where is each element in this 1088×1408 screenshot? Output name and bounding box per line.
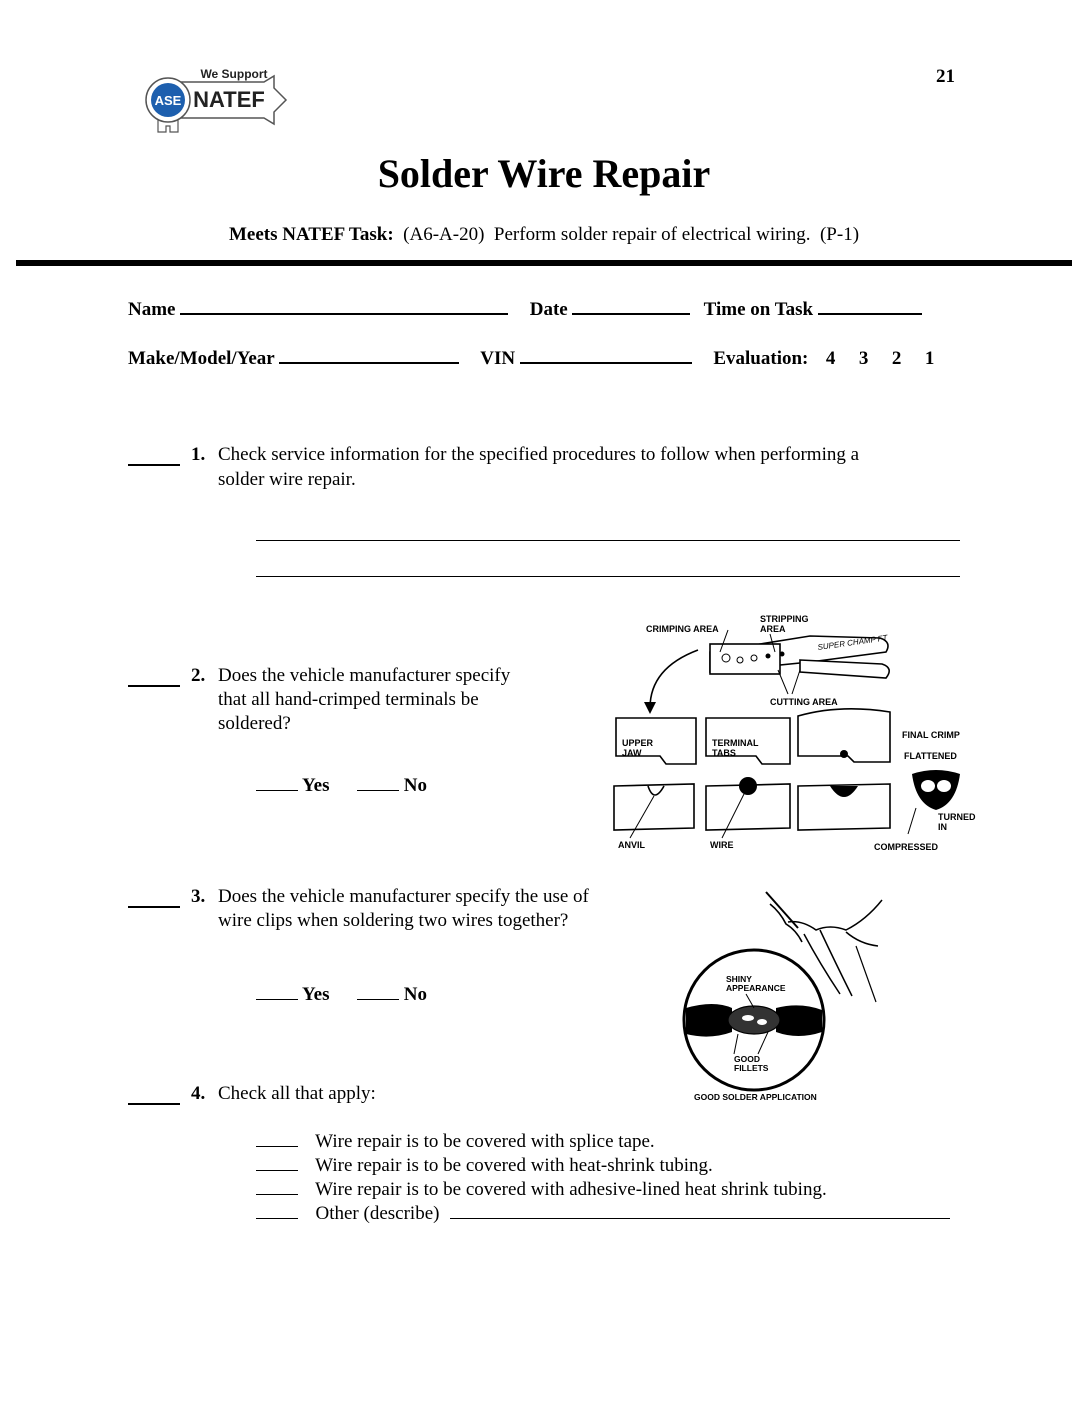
q2-yes-blank[interactable] — [256, 776, 298, 791]
q3-no-blank[interactable] — [357, 985, 399, 1000]
cutting-area-label: CUTTING AREA — [770, 697, 838, 707]
q2-yes-label: Yes — [302, 775, 330, 796]
q2-no-blank[interactable] — [357, 776, 399, 791]
tool-brand-label: SUPER CHAMP FT — [817, 633, 888, 652]
q4-option-2-text: Wire repair is to be covered with heat-shrink tubing. — [315, 1155, 713, 1176]
fillets-label: FILLETS — [734, 1063, 769, 1073]
evaluation-label: Evaluation: — [713, 348, 809, 369]
wire-label: WIRE — [710, 840, 734, 850]
anvil-label: ANVIL — [618, 840, 645, 850]
good-label: GOOD — [734, 1054, 760, 1064]
logo-tagline: We Support — [200, 67, 268, 81]
task-code: (A6-A-20) — [403, 224, 485, 245]
q3-yes-no — [256, 984, 427, 1006]
q1-check-blank[interactable] — [128, 464, 180, 466]
q4-option-4 — [256, 1203, 950, 1225]
q4-option-4-text: Other (describe) — [315, 1203, 440, 1224]
q2-no-label: No — [403, 775, 427, 796]
q4-number: 4. — [191, 1083, 206, 1104]
turned-label: TURNED — [938, 812, 976, 822]
q4-option-2 — [256, 1155, 713, 1177]
natef-task-line — [0, 224, 1088, 246]
q3-number: 3. — [191, 886, 206, 907]
vin-label: VIN — [480, 348, 516, 369]
q3-text-line-2: wire clips when soldering two wires together? — [218, 910, 569, 931]
page-number: 21 — [936, 66, 955, 87]
q3-yes-label: Yes — [302, 984, 330, 1005]
flattened-label: FLATTENED — [904, 751, 957, 761]
q4-option-1 — [256, 1131, 655, 1153]
q1-answer-line-1[interactable] — [256, 540, 960, 541]
q4-option-3 — [256, 1179, 827, 1201]
terminal-label: TERMINAL — [712, 738, 759, 748]
evaluation-score-3[interactable]: 3 — [858, 348, 869, 369]
stripping-area-label: AREA — [760, 624, 786, 634]
q2-text-line-3: soldered? — [218, 713, 291, 734]
solder-application-figure — [670, 884, 900, 1104]
q4-option-1-text: Wire repair is to be covered with splice tape. — [315, 1131, 655, 1152]
q4-text-line-1: Check all that apply: — [218, 1083, 376, 1104]
appearance-label: APPEARANCE — [726, 983, 786, 993]
name-field[interactable] — [180, 297, 508, 315]
q2-yes-no — [256, 775, 427, 797]
q2-check-blank[interactable] — [128, 685, 180, 687]
date-field[interactable] — [572, 297, 690, 315]
header-divider — [16, 260, 1072, 266]
shiny-label: SHINY — [726, 974, 752, 984]
vin-field[interactable] — [520, 346, 692, 364]
task-description: Perform solder repair of electrical wiring. — [493, 224, 811, 245]
q2-text-line-1: Does the vehicle manufacturer specify — [218, 665, 511, 686]
logo-brand: NATEF — [193, 87, 265, 112]
q4-check-blank[interactable] — [128, 1103, 180, 1105]
q4-option-3-blank[interactable] — [256, 1180, 298, 1195]
task-label: Meets NATEF Task: — [228, 224, 394, 245]
q1-text-line-1: Check service information for the specified procedures to follow when performing a — [218, 444, 860, 465]
jaw-label: JAW — [622, 748, 642, 758]
compressed-label: COMPRESSED — [874, 842, 939, 852]
name-label: Name — [128, 299, 176, 320]
task-priority: (P-1) — [819, 224, 860, 245]
q1-number: 1. — [191, 444, 206, 465]
evaluation-score-2[interactable]: 2 — [891, 348, 902, 369]
time-on-task-field[interactable] — [818, 297, 922, 315]
make-model-year-field[interactable] — [279, 346, 459, 364]
upper-label: UPPER — [622, 738, 654, 748]
q3-check-blank[interactable] — [128, 906, 180, 908]
final-crimp-label: FINAL CRIMP — [902, 730, 960, 740]
q3-yes-blank[interactable] — [256, 985, 298, 1000]
q4-option-1-blank[interactable] — [256, 1132, 298, 1147]
stripping-label: STRIPPING — [760, 614, 809, 624]
time-on-task-label: Time on Task — [703, 299, 814, 320]
q3-text-line-1: Does the vehicle manufacturer specify the use of — [218, 886, 589, 907]
q4-option-3-text: Wire repair is to be covered with adhesive-lined heat shrink tubing. — [315, 1179, 827, 1200]
q2-number: 2. — [191, 665, 206, 686]
q2-text-line-2: that all hand-crimped terminals be — [218, 689, 479, 710]
ase-badge-text: ASE — [154, 93, 182, 108]
crimp-tool-figure — [610, 608, 976, 858]
header-row-1 — [128, 297, 922, 321]
page-title: Solder Wire Repair — [377, 151, 711, 196]
tabs-label: TABS — [712, 748, 736, 758]
evaluation-score-4[interactable]: 4 — [825, 348, 836, 369]
q4-option-2-blank[interactable] — [256, 1156, 298, 1171]
header-row-2 — [128, 346, 934, 370]
q3-no-label: No — [403, 984, 427, 1005]
evaluation-score-1[interactable]: 1 — [924, 348, 935, 369]
solder-figure-caption: GOOD SOLDER APPLICATION — [694, 1092, 817, 1102]
make-model-year-label: Make/Model/Year — [128, 348, 275, 369]
q1-text-line-2: solder wire repair. — [218, 469, 356, 490]
q1-answer-line-2[interactable] — [256, 576, 960, 577]
natef-logo — [134, 60, 294, 142]
date-label: Date — [529, 299, 568, 320]
q4-option-4-blank[interactable] — [256, 1204, 298, 1219]
q4-other-describe-field[interactable] — [450, 1204, 950, 1219]
in-label: IN — [938, 822, 947, 832]
crimping-area-label: CRIMPING AREA — [646, 624, 719, 634]
